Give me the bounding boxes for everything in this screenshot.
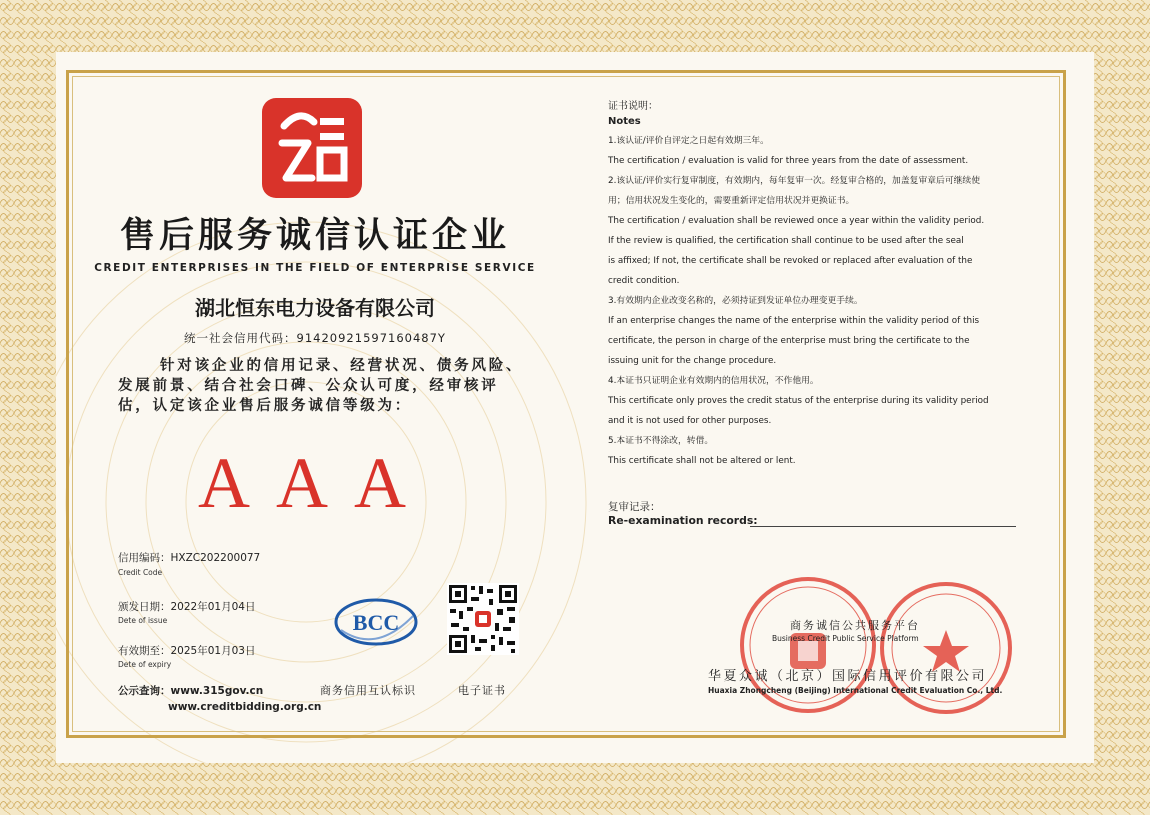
note-line: 3.有效期内企业改变名称的，必须持证到发证单位办理变更手续。 [608,296,863,306]
org-seal-icon [878,580,1014,716]
note-line: The certification / evaluation is valid for three years from the date of assessment. [608,156,969,166]
platform-name-cn: 商务诚信公共服务平台 [790,619,920,632]
certificate-notes [608,97,1048,471]
qr-code-icon[interactable] [447,583,519,655]
qr-caption: 电子证书 [458,684,506,697]
note-line: 用；信用状况发生变化的，需要重新评定信用状况并更换证书。 [608,196,855,206]
note-line: The certification / evaluation shall be reviewed once a year within the validity period. [608,216,985,226]
note-line: 2.该认证/评价实行复审制度，有效期内，每年复审一次。经复审合格的，加盖复审章后可继续使 [608,176,981,186]
note-line: credit condition. [608,276,680,286]
unified-credit-code: 统一社会信用代码：91420921597160487Y [184,331,446,345]
note-line: issuing unit for the change procedure. [608,356,777,366]
bcc-text: BCC [352,610,400,635]
issue-date-sub: Dete of issue [118,616,168,625]
expiry-date-sub: Dete of expiry [118,660,172,669]
issuer-org-en: Huaxia Zhongcheng (Beijing) International Credit Evaluation Co., Ltd. [708,686,1003,695]
re-exam-label-cn: 复审记录： [608,501,661,513]
credit-grade: AAA [198,443,432,523]
bcc-logo-icon [333,596,419,648]
certificate-description: 针对该企业的信用记录、经营状况、债务风险、发展前景、结合社会口碑、公众认可度，经审核评估，认定该企业售后服务诚信等级为： [118,357,524,414]
re-exam-signature-line [750,526,1016,527]
note-line: If the review is qualified, the certification shall continue to be used after the seal [608,236,964,246]
query-website[interactable]: 公示查询：www.315gov.cn [118,685,264,697]
issue-date-label: 颁发日期：2022年01月04日 [118,601,256,613]
note-line: 1.该认证/评价自评定之日起有效期三年。 [608,136,769,146]
credit-code-sub: Credit Code [118,568,163,577]
credit-code-label: 信用编码：HXZC202200077 [118,552,261,564]
certificate-title-en: CREDIT ENTERPRISES IN THE FIELD OF ENTERPRISE SERVICE [94,262,536,274]
xin-seal-logo [262,98,362,198]
bcc-caption: 商务信用互认标识 [320,684,416,697]
certificate-title-cn: 售后服务诚信认证企业 [119,215,510,256]
platform-name-en: Business Credit Public Service Platform [772,634,919,643]
company-name: 湖北恒东电力设备有限公司 [195,296,435,320]
query-website-2[interactable]: www.creditbidding.org.cn [168,701,322,713]
note-line: 4.本证书只证明企业有效期内的信用状况，不作他用。 [608,376,819,386]
note-line: certificate, the person in charge of the enterprise must bring the certificate to the [608,336,970,346]
expiry-date-label: 有效期至：2025年01月03日 [118,645,256,657]
note-line: is affixed; If not, the certificate shall be revoked or replaced after evaluation of the [608,256,973,266]
note-line: 5.本证书不得涂改，转借。 [608,436,714,446]
note-line: This certificate only proves the credit status of the enterprise during its validity period [608,396,989,406]
note-line: This certificate shall not be altered or lent. [608,456,796,466]
issuer-org-cn: 华夏众诚（北京）国际信用评价有限公司 [708,669,988,684]
note-line: If an enterprise changes the name of the enterprise within the validity period of this [608,316,980,326]
notes-heading-en: Notes [608,116,641,127]
notes-heading-cn: 证书说明： [608,101,658,112]
re-exam-label-en: Re-examination records: [608,514,758,527]
note-line: and it is not used for other purposes. [608,416,772,426]
